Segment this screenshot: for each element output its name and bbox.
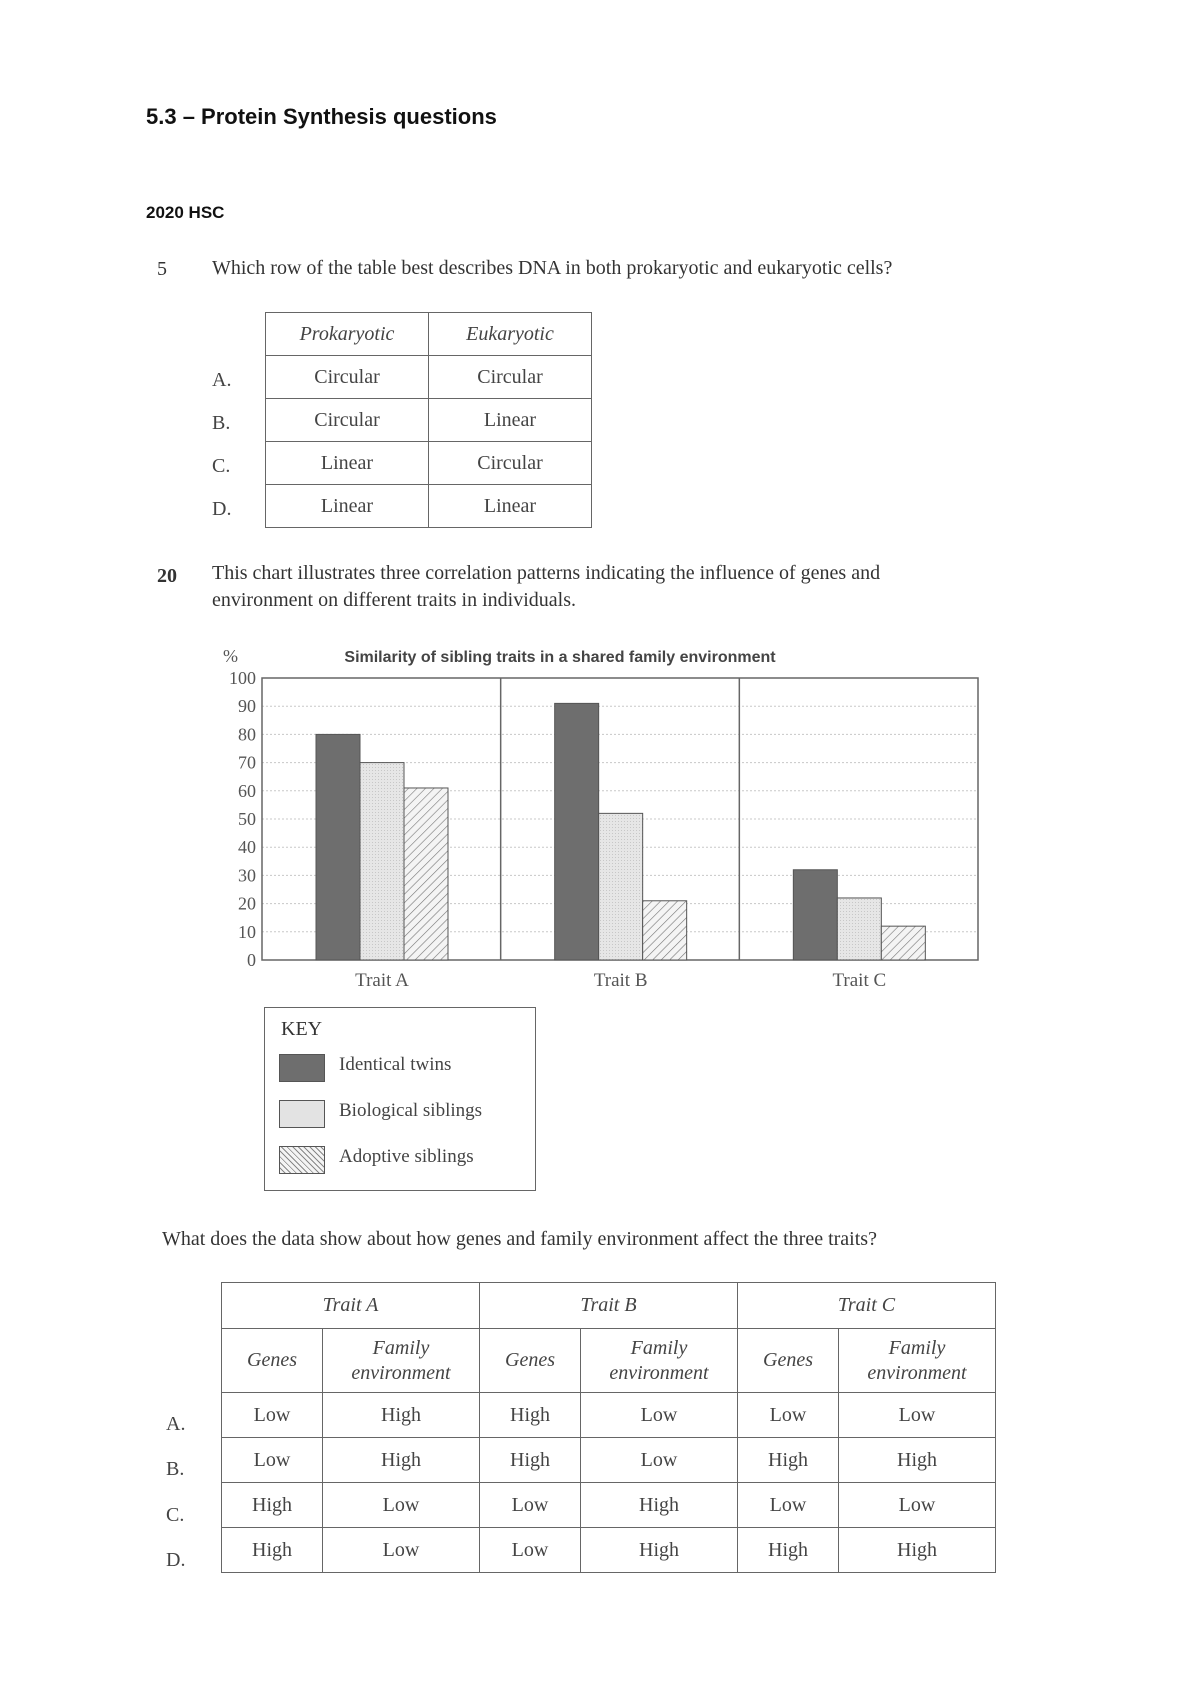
- genes-subheader: Genes: [738, 1329, 839, 1393]
- bar: [793, 870, 837, 960]
- q5-row-a: [266, 356, 592, 399]
- trait-a-header: Trait A: [222, 1283, 480, 1329]
- family-subheader: [839, 1329, 996, 1393]
- key-title: KEY: [281, 1018, 323, 1040]
- answer-cell: Low: [581, 1438, 738, 1483]
- q5-table: [265, 312, 592, 528]
- q5-option-label-b: B.: [212, 412, 231, 434]
- chart-key: [264, 1007, 536, 1191]
- family-line1: Family: [372, 1336, 430, 1359]
- q5-option-label-d: D.: [212, 498, 232, 520]
- key-label: Identical twins: [339, 1054, 452, 1075]
- q5-cell: Circular: [429, 442, 592, 485]
- genes-subheader: Genes: [222, 1329, 323, 1393]
- question-20-text-line1: This chart illustrates three correlation patterns indicating the influence of genes and: [212, 562, 881, 584]
- bar: [555, 703, 599, 960]
- family-subheader: [323, 1329, 480, 1393]
- answer-cell: Low: [738, 1393, 839, 1438]
- q5-cell: Circular: [429, 356, 592, 399]
- answer-row-b: [222, 1438, 996, 1483]
- answer-cell: High: [222, 1528, 323, 1573]
- genes-subheader: Genes: [480, 1329, 581, 1393]
- chart-title: Similarity of sibling traits in a shared family environment: [344, 649, 776, 666]
- x-tick-label: Trait B: [593, 970, 648, 991]
- y-axis-unit: %: [223, 646, 238, 666]
- q5-cell: Circular: [266, 356, 429, 399]
- answer-cell: Low: [222, 1393, 323, 1438]
- q5-header-prokaryotic: Prokaryotic: [266, 313, 429, 356]
- swatch-identical-icon: [279, 1054, 325, 1082]
- y-tick-label: 40: [238, 837, 256, 858]
- page-title: 5.3 – Protein Synthesis questions: [146, 104, 497, 129]
- family-line2: environment: [867, 1361, 967, 1384]
- family-line2: environment: [351, 1361, 451, 1384]
- q20-option-label-a: A.: [166, 1413, 186, 1435]
- answer-cell: High: [738, 1528, 839, 1573]
- bar-chart: [200, 640, 1000, 1000]
- q5-cell: Linear: [429, 485, 592, 528]
- bar: [404, 788, 448, 960]
- y-tick-label: 90: [238, 696, 256, 717]
- answer-cell: Low: [839, 1483, 996, 1528]
- subheader-row: [222, 1329, 996, 1393]
- bar: [643, 901, 687, 960]
- y-tick-label: 100: [229, 668, 256, 688]
- answer-cell: High: [581, 1528, 738, 1573]
- q20-answer-table: [221, 1282, 996, 1573]
- y-tick-label: 50: [238, 809, 256, 829]
- q5-option-label-a: A.: [212, 369, 232, 391]
- key-label: Biological siblings: [339, 1100, 483, 1121]
- family-line1: Family: [888, 1336, 946, 1359]
- x-tick-label: Trait C: [832, 970, 887, 991]
- answer-cell: Low: [480, 1483, 581, 1528]
- bar: [837, 898, 881, 960]
- chart-svg: [200, 640, 1000, 1000]
- answer-cell: Low: [323, 1483, 480, 1528]
- question-20-number: 20: [157, 565, 177, 587]
- exam-heading: 2020 HSC: [146, 203, 225, 222]
- x-tick-label: Trait A: [355, 970, 409, 991]
- y-tick-label: 0: [247, 950, 256, 970]
- answer-cell: High: [480, 1438, 581, 1483]
- y-tick-label: 30: [238, 865, 256, 886]
- q5-cell: Linear: [266, 442, 429, 485]
- y-tick-label: 80: [238, 724, 256, 745]
- y-tick-label: 60: [238, 780, 256, 801]
- bar: [881, 926, 925, 960]
- trait-b-header: Trait B: [480, 1283, 738, 1329]
- trait-c-header: Trait C: [738, 1283, 996, 1329]
- y-tick-label: 70: [238, 752, 256, 773]
- q5-cell: Linear: [429, 399, 592, 442]
- q20-option-label-d: D.: [166, 1549, 186, 1571]
- y-tick-label: 20: [238, 893, 256, 914]
- answer-cell: Low: [323, 1528, 480, 1573]
- answer-cell: High: [738, 1438, 839, 1483]
- answer-cell: High: [839, 1438, 996, 1483]
- question-20-prompt: What does the data show about how genes and family environment affect the three traits?: [162, 1228, 877, 1250]
- answer-cell: Low: [839, 1393, 996, 1438]
- y-tick-label: 10: [238, 921, 256, 942]
- q5-cell: Linear: [266, 485, 429, 528]
- answer-row-c: [222, 1483, 996, 1528]
- bar: [360, 763, 404, 960]
- answer-cell: High: [323, 1393, 480, 1438]
- q5-option-label-c: C.: [212, 455, 231, 477]
- key-label: Adoptive siblings: [339, 1146, 474, 1167]
- answer-cell: Low: [480, 1528, 581, 1573]
- q5-cell: Circular: [266, 399, 429, 442]
- answer-cell: High: [323, 1438, 480, 1483]
- family-line1: Family: [630, 1336, 688, 1359]
- q5-row-d: [266, 485, 592, 528]
- q5-row-c: [266, 442, 592, 485]
- question-20-text-line2: environment on different traits in individuals.: [212, 589, 577, 611]
- answer-row-a: [222, 1393, 996, 1438]
- swatch-biological-icon: [279, 1100, 325, 1128]
- answer-cell: Low: [222, 1438, 323, 1483]
- bar: [316, 734, 360, 960]
- family-line2: environment: [609, 1361, 709, 1384]
- bar: [599, 813, 643, 960]
- family-subheader: [581, 1329, 738, 1393]
- answer-cell: High: [222, 1483, 323, 1528]
- question-5-number: 5: [157, 258, 167, 280]
- q20-option-label-c: C.: [166, 1504, 185, 1526]
- answer-row-d: [222, 1528, 996, 1573]
- q20-option-label-b: B.: [166, 1458, 185, 1480]
- answer-cell: Low: [738, 1483, 839, 1528]
- answer-cell: High: [839, 1528, 996, 1573]
- swatch-adoptive-icon: [279, 1146, 325, 1174]
- answer-cell: High: [480, 1393, 581, 1438]
- answer-cell: Low: [581, 1393, 738, 1438]
- q5-header-eukaryotic: Eukaryotic: [429, 313, 592, 356]
- q5-row-b: [266, 399, 592, 442]
- answer-cell: High: [581, 1483, 738, 1528]
- question-5-text: Which row of the table best describes DNA in both prokaryotic and eukaryotic cells?: [212, 257, 893, 279]
